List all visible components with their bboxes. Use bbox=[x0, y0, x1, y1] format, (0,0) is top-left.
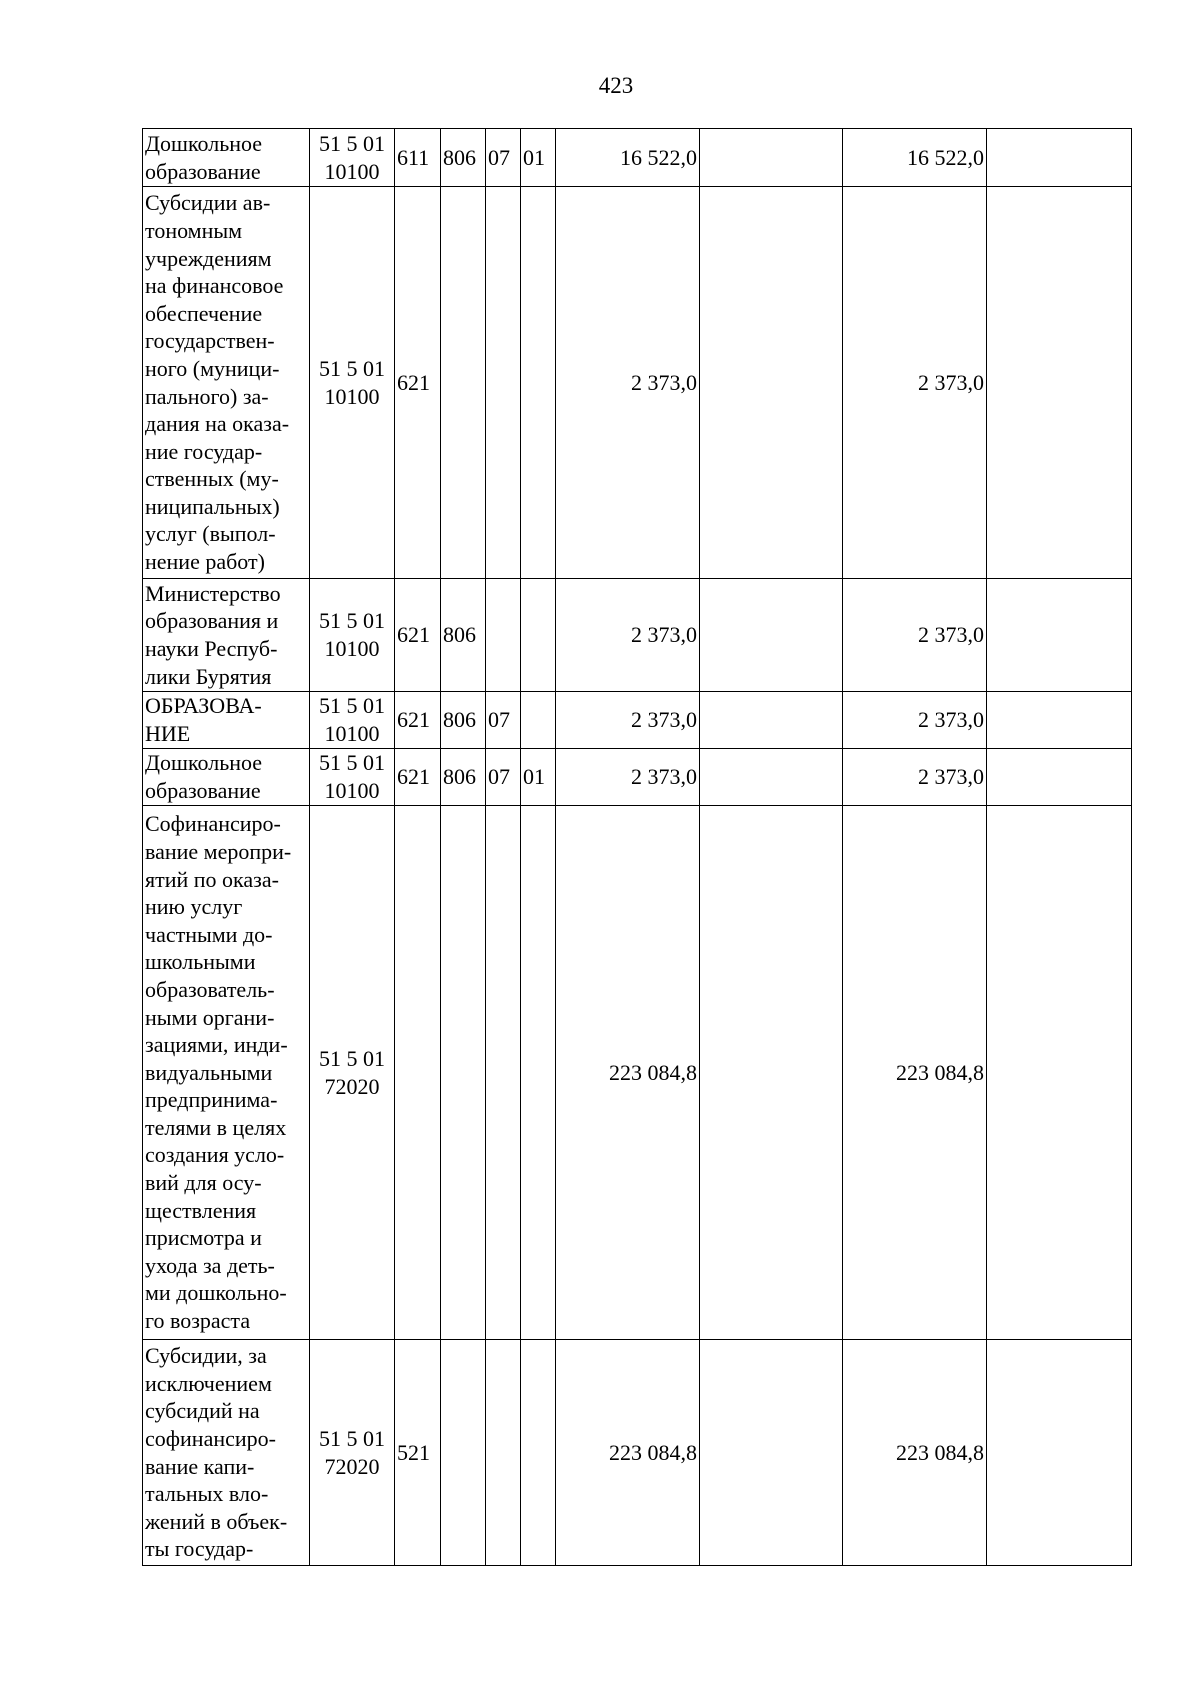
item-name-line: вий для осу- bbox=[145, 1170, 262, 1196]
cell-sum-republic: 223 084,8 bbox=[843, 1340, 987, 1566]
item-name-line: услуг (выпол- bbox=[145, 521, 276, 547]
cell-subsection bbox=[521, 187, 556, 579]
cell-ministry-code: 806 bbox=[441, 129, 486, 187]
cell-sum-total: 223 084,8 bbox=[556, 806, 700, 1340]
cell-expense-type: 611 bbox=[395, 129, 441, 187]
item-name-line: нию услуг bbox=[145, 894, 243, 920]
cell-sum-republic: 2 373,0 bbox=[843, 749, 987, 806]
cell-ministry-code: 806 bbox=[441, 579, 486, 692]
target-article-line: 51 5 01 bbox=[319, 1425, 385, 1451]
cell-item-name bbox=[143, 692, 310, 749]
target-article-line: 51 5 01 bbox=[319, 130, 385, 156]
cell-sum-other bbox=[987, 692, 1132, 749]
cell-sum-republic: 2 373,0 bbox=[843, 692, 987, 749]
table-row bbox=[143, 187, 1132, 579]
item-name-line: нение работ) bbox=[145, 549, 265, 575]
table-row bbox=[143, 806, 1132, 1340]
item-name-line: ными органи- bbox=[145, 1004, 275, 1030]
cell-sum-total: 2 373,0 bbox=[556, 187, 700, 579]
cell-sum-other bbox=[987, 187, 1132, 579]
cell-expense-type: 621 bbox=[395, 749, 441, 806]
item-name-line: Министерство bbox=[145, 580, 281, 606]
item-name-line: ятий по оказа- bbox=[145, 866, 279, 892]
item-name-line: Софинансиро- bbox=[145, 811, 281, 837]
item-name-line: образования и bbox=[145, 608, 279, 634]
item-name-line: вание меропри- bbox=[145, 838, 292, 864]
item-name-line: учреждениям bbox=[145, 245, 272, 271]
cell-expense-type: 521 bbox=[395, 1340, 441, 1566]
item-name-line: образователь- bbox=[145, 976, 275, 1002]
target-article-line: 51 5 01 bbox=[319, 1045, 385, 1071]
item-name-line: предпринима- bbox=[145, 1087, 278, 1113]
cell-ministry-code bbox=[441, 187, 486, 579]
item-name-line: НИЕ bbox=[145, 721, 191, 746]
target-article-line: 51 5 01 bbox=[319, 608, 385, 634]
target-article-line: 51 5 01 bbox=[319, 750, 385, 776]
cell-section bbox=[486, 579, 521, 692]
cell-ministry-code: 806 bbox=[441, 749, 486, 806]
item-name-line: присмотра и bbox=[145, 1225, 262, 1251]
target-article-line: 72020 bbox=[324, 1073, 380, 1099]
table-row bbox=[143, 129, 1132, 187]
item-name-line: лики Бурятия bbox=[145, 663, 272, 689]
table-row bbox=[143, 749, 1132, 806]
item-name-line: Дошкольное bbox=[145, 750, 263, 776]
cell-expense-type: 621 bbox=[395, 692, 441, 749]
table-body bbox=[143, 129, 1132, 1566]
item-name-line: видуальными bbox=[145, 1059, 273, 1085]
item-name-line: Субсидии, за bbox=[145, 1343, 267, 1369]
target-article-line: 10100 bbox=[324, 778, 380, 803]
target-article-line: 10100 bbox=[324, 383, 380, 409]
item-name-line: ты государ- bbox=[145, 1536, 254, 1562]
item-name-line: на финансовое bbox=[145, 273, 284, 299]
cell-subsection bbox=[521, 806, 556, 1340]
item-name-line: образование bbox=[145, 778, 261, 803]
item-name-line: ного (муници- bbox=[145, 355, 280, 381]
cell-target-article bbox=[310, 749, 395, 806]
cell-sum-total: 2 373,0 bbox=[556, 579, 700, 692]
item-name-line: создания усло- bbox=[145, 1142, 285, 1168]
item-name-line: ОБРАЗОВА- bbox=[145, 693, 262, 719]
cell-target-article bbox=[310, 1340, 395, 1566]
item-name-line: ниципальных) bbox=[145, 493, 280, 519]
item-name-line: тальных вло- bbox=[145, 1481, 269, 1507]
item-name-line: зациями, инди- bbox=[145, 1032, 288, 1058]
cell-section bbox=[486, 1340, 521, 1566]
item-name-line: вание капи- bbox=[145, 1453, 255, 1479]
cell-target-article bbox=[310, 806, 395, 1340]
cell-sum-republic: 223 084,8 bbox=[843, 806, 987, 1340]
cell-ministry-code: 806 bbox=[441, 692, 486, 749]
item-name-line: ние государ- bbox=[145, 438, 263, 464]
cell-sum-other bbox=[987, 1340, 1132, 1566]
cell-subsection bbox=[521, 692, 556, 749]
page-number: 423 bbox=[598, 73, 634, 98]
item-name-line: тономным bbox=[145, 217, 243, 243]
item-name-line: телями в целях bbox=[145, 1114, 287, 1140]
item-name-line: частными до- bbox=[145, 921, 273, 947]
cell-sum-republic: 2 373,0 bbox=[843, 187, 987, 579]
item-name-line: софинансиро- bbox=[145, 1425, 276, 1451]
cell-sum-total: 223 084,8 bbox=[556, 1340, 700, 1566]
item-name-line: ми дошкольно- bbox=[145, 1280, 287, 1306]
budget-table bbox=[142, 128, 1132, 1566]
item-name-line: жений в объек- bbox=[145, 1508, 288, 1534]
cell-item-name bbox=[143, 806, 310, 1340]
target-article-line: 10100 bbox=[324, 636, 380, 661]
cell-item-name bbox=[143, 1340, 310, 1566]
item-name-line: Дошкольное bbox=[145, 130, 263, 156]
cell-expense-type: 621 bbox=[395, 187, 441, 579]
cell-section bbox=[486, 187, 521, 579]
cell-sum-federal bbox=[700, 579, 843, 692]
cell-expense-type bbox=[395, 806, 441, 1340]
item-name-line: исключением bbox=[145, 1370, 272, 1396]
item-name-line: ухода за деть- bbox=[145, 1252, 275, 1278]
item-name-line: ществления bbox=[145, 1197, 257, 1223]
cell-target-article bbox=[310, 187, 395, 579]
cell-subsection: 01 bbox=[521, 749, 556, 806]
cell-sum-federal bbox=[700, 1340, 843, 1566]
cell-sum-other bbox=[987, 749, 1132, 806]
item-name-line: школьными bbox=[145, 949, 256, 975]
cell-ministry-code bbox=[441, 806, 486, 1340]
cell-sum-federal bbox=[700, 692, 843, 749]
cell-item-name bbox=[143, 187, 310, 579]
cell-target-article bbox=[310, 579, 395, 692]
cell-target-article bbox=[310, 129, 395, 187]
target-article-line: 51 5 01 bbox=[319, 693, 385, 719]
cell-sum-federal bbox=[700, 806, 843, 1340]
item-name-line: субсидий на bbox=[145, 1398, 260, 1424]
cell-item-name bbox=[143, 579, 310, 692]
item-name-line: науки Респуб- bbox=[145, 636, 278, 661]
cell-sum-other bbox=[987, 129, 1132, 187]
cell-sum-republic: 16 522,0 bbox=[843, 129, 987, 187]
cell-section: 07 bbox=[486, 129, 521, 187]
cell-sum-federal bbox=[700, 187, 843, 579]
cell-item-name bbox=[143, 749, 310, 806]
cell-item-name bbox=[143, 129, 310, 187]
item-name-line: пального) за- bbox=[145, 383, 269, 409]
cell-section bbox=[486, 806, 521, 1340]
cell-sum-republic: 2 373,0 bbox=[843, 579, 987, 692]
item-name-line: ственных (му- bbox=[145, 466, 279, 492]
item-name-line: го возраста bbox=[145, 1308, 251, 1334]
item-name-line: Субсидии ав- bbox=[145, 190, 271, 216]
cell-subsection bbox=[521, 1340, 556, 1566]
cell-section: 07 bbox=[486, 749, 521, 806]
cell-sum-total: 2 373,0 bbox=[556, 692, 700, 749]
cell-sum-federal bbox=[700, 749, 843, 806]
cell-sum-federal bbox=[700, 129, 843, 187]
item-name-line: обеспечение bbox=[145, 300, 263, 326]
table-row bbox=[143, 1340, 1132, 1566]
cell-target-article bbox=[310, 692, 395, 749]
cell-sum-other bbox=[987, 806, 1132, 1340]
table-row bbox=[143, 692, 1132, 749]
item-name-line: государствен- bbox=[145, 328, 275, 354]
target-article-line: 10100 bbox=[324, 158, 380, 184]
cell-ministry-code bbox=[441, 1340, 486, 1566]
cell-sum-total: 2 373,0 bbox=[556, 749, 700, 806]
cell-subsection bbox=[521, 579, 556, 692]
target-article-line: 10100 bbox=[324, 721, 380, 746]
cell-section: 07 bbox=[486, 692, 521, 749]
target-article-line: 72020 bbox=[324, 1453, 380, 1479]
table-row bbox=[143, 579, 1132, 692]
cell-subsection: 01 bbox=[521, 129, 556, 187]
target-article-line: 51 5 01 bbox=[319, 355, 385, 381]
cell-sum-total: 16 522,0 bbox=[556, 129, 700, 187]
item-name-line: дания на оказа- bbox=[145, 411, 290, 437]
item-name-line: образование bbox=[145, 158, 261, 184]
cell-sum-other bbox=[987, 579, 1132, 692]
cell-expense-type: 621 bbox=[395, 579, 441, 692]
